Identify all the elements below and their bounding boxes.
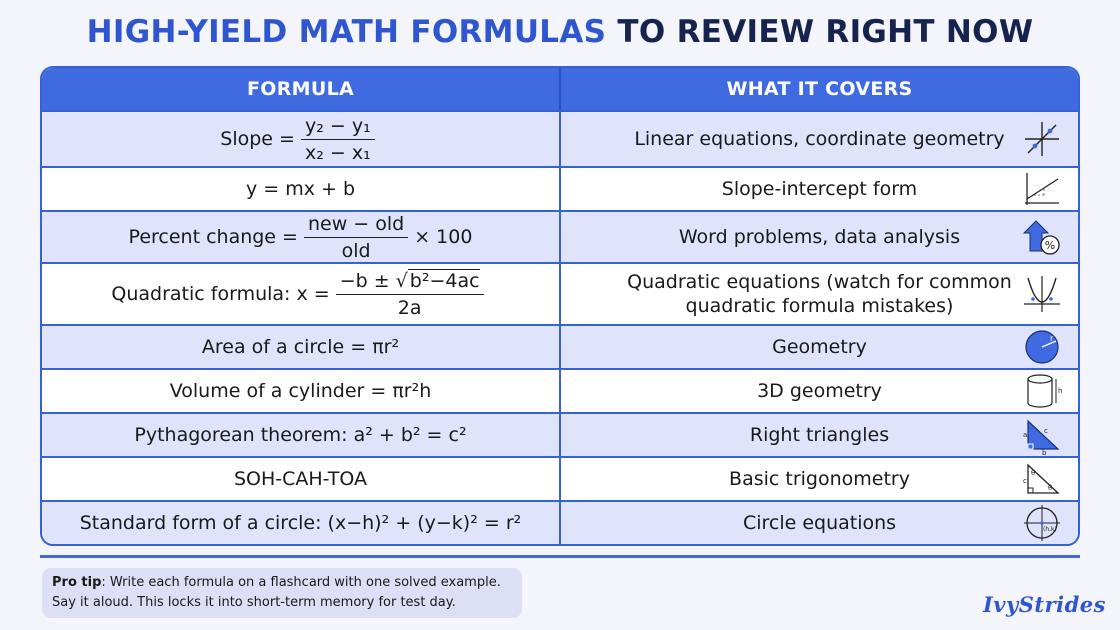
covers-text: Circle equations [742, 512, 897, 534]
pro-tip-box [42, 568, 522, 618]
covers-text: Basic trigonometry [729, 468, 910, 490]
covers-cell [561, 502, 1078, 544]
table-header [42, 68, 1078, 110]
quadratic-fraction [336, 270, 484, 319]
svg-text:%: % [1044, 239, 1056, 252]
table-row [42, 262, 1078, 324]
header-covers: WHAT IT COVERS [726, 78, 913, 100]
pro-tip-text1: : Write each formula on a flashcard with one solved example. [101, 575, 501, 590]
table-row [42, 324, 1078, 368]
table-row [42, 368, 1078, 412]
parabola-icon [1022, 274, 1062, 314]
section-divider [40, 555, 1080, 558]
covers-text: Quadratic equations (watch for common quadratic formula mistakes) [627, 271, 1012, 317]
formula-cell: Area of a circle = πr² [42, 326, 561, 368]
table-row [42, 110, 1078, 166]
formula-cell: Pythagorean theorem: a² + b² = c² [42, 414, 561, 456]
svg-text:c: c [1044, 427, 1048, 435]
slope-fraction [301, 115, 375, 164]
formula-cell: SOH-CAH-TOA [42, 458, 561, 500]
sqrt-symbol: √ [395, 269, 408, 292]
covers-cell [561, 212, 1078, 262]
svg-text:b: b [1042, 449, 1047, 455]
header-formula: FORMULA [42, 68, 561, 110]
table-row [42, 500, 1078, 544]
percent-denominator: old [341, 239, 371, 262]
coordinate-plane-icon [1022, 119, 1062, 159]
percent-arrow-icon [1022, 217, 1062, 257]
svg-text:θ: θ [1048, 484, 1053, 492]
pro-tip-label: Pro tip [52, 575, 102, 590]
right-triangle-icon [1022, 415, 1062, 455]
table-row [42, 210, 1078, 262]
page-title [0, 14, 1120, 50]
pro-tip-line2: Say it aloud. This locks it into short-term memory for test day. [52, 595, 456, 610]
formula-cell [42, 264, 561, 324]
cylinder-icon [1022, 371, 1062, 411]
covers-text: Linear equations, coordinate geometry [634, 128, 1005, 150]
covers-text: Slope-intercept form [721, 178, 918, 200]
formula-cell: Volume of a cylinder = πr²h [42, 370, 561, 412]
slope-label: Slope = [220, 128, 295, 150]
title-rest: TO REVIEW RIGHT NOW [617, 14, 1034, 50]
pro-tip-line1 [52, 573, 512, 593]
covers-text: Right triangles [749, 424, 890, 446]
quadratic-denominator: 2a [397, 296, 422, 319]
formula-cell [42, 112, 561, 166]
circle-radius-icon [1022, 327, 1062, 367]
svg-text:(h,k): (h,k) [1043, 526, 1057, 533]
covers-cell [561, 112, 1078, 166]
covers-text: Word problems, data analysis [678, 226, 961, 248]
formula-cell: y = mx + b [42, 168, 561, 210]
formula-cell [42, 212, 561, 262]
formula-cell: Standard form of a circle: (x−h)² + (y−k)² = r² [42, 502, 561, 544]
percent-label: Percent change = [128, 226, 298, 248]
covers-cell [561, 168, 1078, 210]
percent-multiplier: × 100 [414, 226, 473, 248]
percent-numerator: new − old [304, 213, 408, 238]
covers-cell [561, 264, 1078, 324]
covers-text: 3D geometry [757, 380, 882, 402]
table-row [42, 412, 1078, 456]
table-row [42, 166, 1078, 210]
quadratic-numerator [336, 270, 484, 295]
brand-logo: IvyStrides [982, 592, 1106, 617]
circle-center-icon [1022, 503, 1062, 543]
covers-cell [561, 326, 1078, 368]
slope-denominator: x₂ − x₁ [304, 141, 371, 164]
trig-triangle-icon [1022, 459, 1062, 499]
quadratic-label: Quadratic formula: x = [111, 283, 330, 305]
svg-text:r: r [1050, 334, 1054, 343]
quadratic-num-prefix: −b ± [339, 269, 390, 292]
svg-text:h: h [1058, 387, 1062, 395]
covers-cell [561, 370, 1078, 412]
covers-text: Geometry [772, 336, 867, 358]
svg-text:c: c [1023, 477, 1027, 485]
table-row [42, 456, 1078, 500]
covers-cell [561, 458, 1078, 500]
svg-text:a: a [1023, 431, 1028, 439]
slope-graph-icon [1022, 169, 1062, 209]
formula-table [40, 66, 1080, 546]
slope-numerator: y₂ − y₁ [301, 115, 375, 140]
covers-cell [561, 414, 1078, 456]
title-highlight: HIGH-YIELD MATH FORMULAS [86, 14, 607, 50]
discriminant: b²−4ac [409, 269, 480, 292]
percent-fraction [304, 213, 408, 262]
svg-text:θ: θ [1031, 469, 1036, 477]
